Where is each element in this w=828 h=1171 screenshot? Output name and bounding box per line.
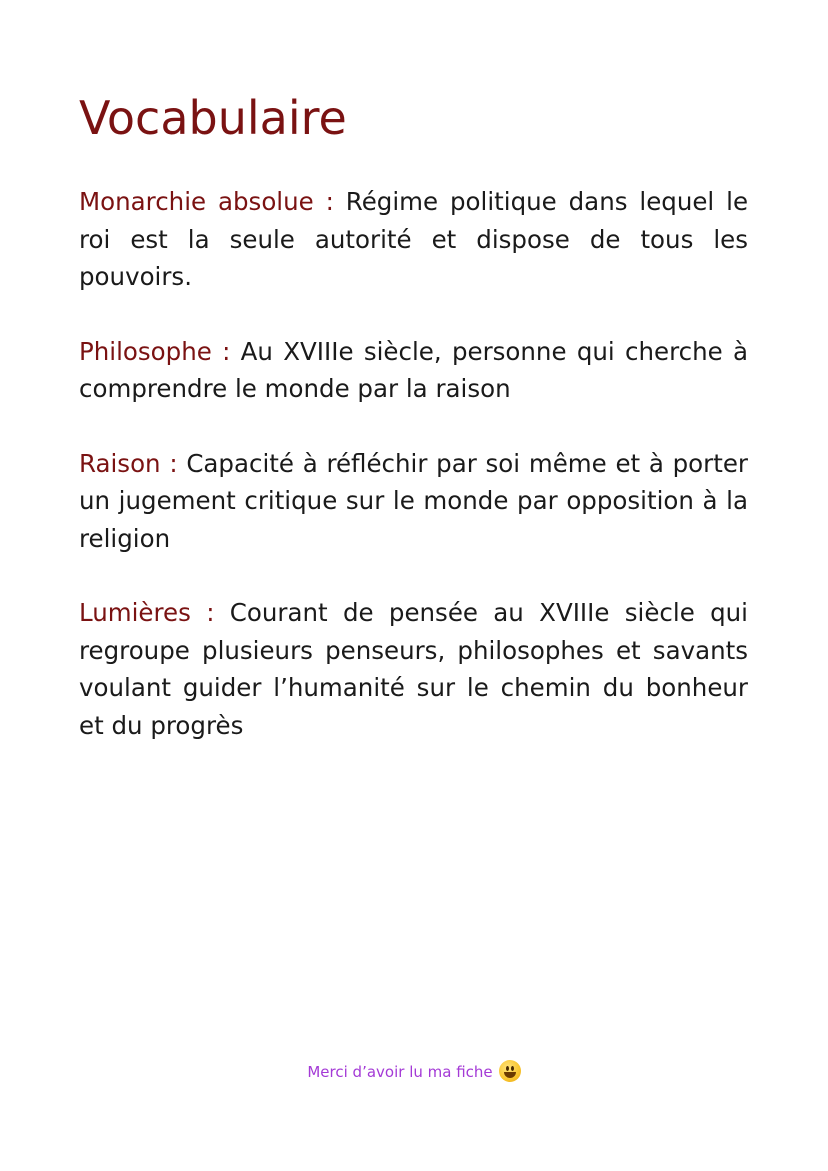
definition-monarchie-absolue	[79, 183, 748, 296]
term-label: Raison :	[79, 448, 178, 478]
footer-text: Merci d’avoir lu ma fiche	[307, 1063, 493, 1081]
page-title: Vocabulaire	[79, 91, 347, 145]
definition-philosophe	[79, 333, 748, 408]
definition-text: Capacité à réfléchir par soi même et à porter un jugement critique sur le monde par opposition à la religion	[79, 448, 748, 553]
smiley-face-icon	[499, 1060, 521, 1082]
fiche-page	[79, 82, 748, 781]
definition-text: Régime politique dans lequel le roi est la seule autorité et dispose de tous les pouvoirs.	[79, 187, 749, 291]
term-label: Philosophe :	[79, 336, 231, 366]
definition-text: Courant de pensée au XVIIIe siècle qui regroupe plusieurs penseurs, philosophes et savants voulant guider l’humanité sur le chemin du bonheur et du progrès	[79, 598, 748, 740]
term-label: Lumières :	[79, 598, 215, 627]
definition-lumieres	[79, 594, 748, 744]
definition-text: Au XVIIIe siècle, personne qui cherche à comprendre le monde par la raison	[79, 336, 748, 403]
definition-raison	[79, 445, 748, 558]
term-label: Monarchie absolue :	[79, 187, 334, 216]
footer-note	[0, 1058, 828, 1086]
